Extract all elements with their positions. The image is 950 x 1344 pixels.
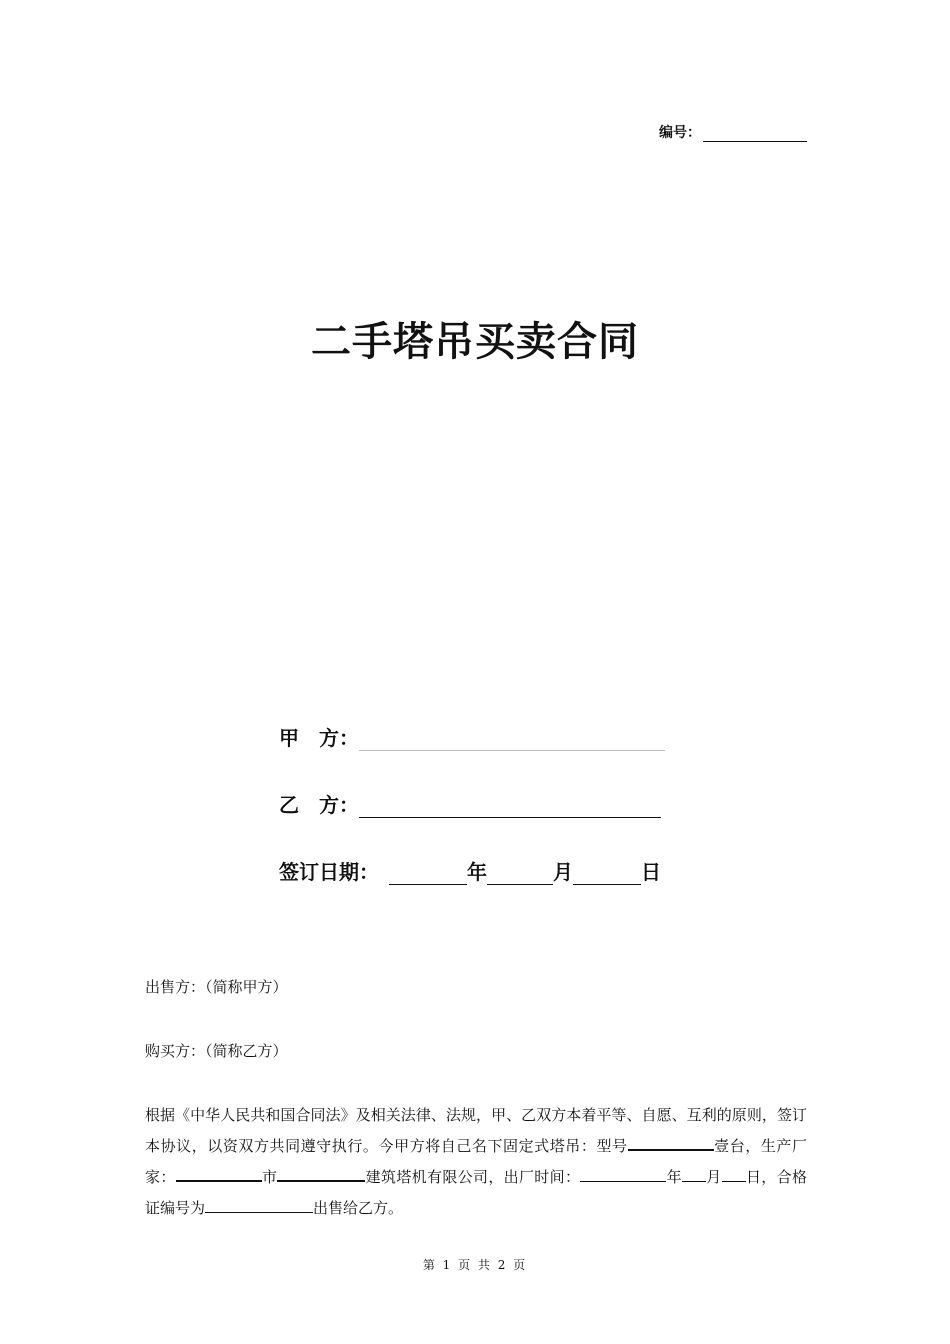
factory-day-blank bbox=[722, 1163, 746, 1182]
contract-number-label: 编号： bbox=[659, 125, 701, 141]
manufacturer-name-blank bbox=[277, 1162, 365, 1182]
seller-line: 出售方：（简称甲方） bbox=[145, 978, 288, 996]
factory-year-blank bbox=[580, 1163, 666, 1182]
model-blank bbox=[628, 1131, 714, 1151]
contract-paragraph bbox=[145, 1100, 807, 1224]
sign-month-label: 月 bbox=[553, 860, 573, 884]
paragraph-text-3: 市 bbox=[261, 1168, 278, 1186]
paragraph-text-1: 根据《中华人民共和国合同法》及相关法律、法规，甲、乙双方本着平等、自愿、互利的原则，签订本协议，以资双方共同遵守执行。今甲方将自己名下固定式塔吊：型号 bbox=[145, 1106, 807, 1155]
party-a-line bbox=[279, 722, 665, 751]
manufacturer-city-blank bbox=[176, 1162, 262, 1182]
page-footer: 第 1 页 共 2 页 bbox=[422, 1258, 528, 1272]
certificate-number-blank bbox=[205, 1194, 313, 1213]
paragraph-text-4: 建筑塔机有限公司，出厂时间： bbox=[365, 1168, 581, 1186]
paragraph-text-2: 壹台，生产厂家： bbox=[145, 1137, 807, 1186]
paragraph-text-8: 出售给乙方。 bbox=[313, 1199, 404, 1217]
sign-date-label: 签订日期： bbox=[279, 860, 379, 884]
document-title: 二手塔吊买卖合同 bbox=[311, 319, 639, 365]
party-a-label: 甲 方： bbox=[279, 726, 359, 750]
sign-day-blank bbox=[573, 862, 641, 885]
sign-year-label: 年 bbox=[467, 860, 487, 884]
paragraph-text-5: 年 bbox=[666, 1168, 682, 1186]
party-a-blank bbox=[359, 728, 665, 751]
paragraph-text-7: 日，合格证编号为 bbox=[145, 1168, 807, 1217]
contract-number-blank bbox=[703, 125, 807, 142]
paragraph-text-6: 月 bbox=[705, 1168, 722, 1186]
party-b-label: 乙 方： bbox=[279, 793, 359, 817]
buyer-line: 购买方：（简称乙方） bbox=[145, 1042, 288, 1060]
sign-day-label: 日 bbox=[641, 860, 661, 884]
sign-date-line bbox=[279, 856, 661, 885]
sign-month-blank bbox=[487, 862, 553, 885]
party-b-line bbox=[279, 789, 661, 818]
contract-number bbox=[659, 122, 807, 142]
party-b-blank bbox=[359, 795, 661, 818]
sign-year-blank bbox=[389, 862, 467, 885]
factory-month-blank bbox=[682, 1163, 706, 1182]
